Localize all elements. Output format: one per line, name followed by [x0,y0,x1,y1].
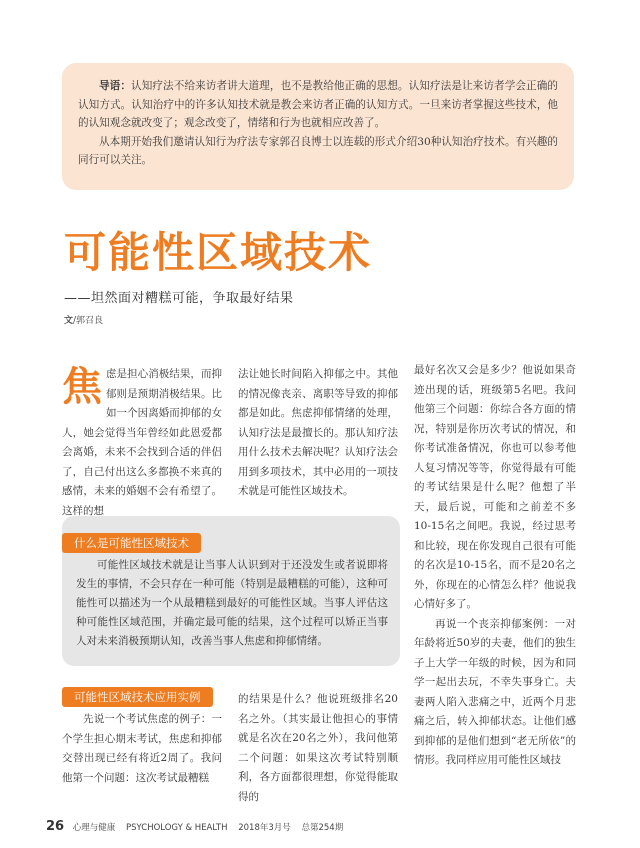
page-number: 26 [46,819,65,834]
intro-label: 导语： [99,80,132,92]
byline [64,313,103,326]
section-heading-example: 可能性区域技术应用实例 [62,687,213,707]
column-2-intro [238,365,398,502]
magazine-name-cn: 心理与健康 [72,823,116,833]
col3-paragraph-1: 最好名次又会是多少？他说如果奇迹出现的话，班级第5名吧。我问他第三个问题：你综合各方面的情况，特别是你历次考试的情况，和你考试准备情况，你也可以参考他人复习情况等等，你觉得最有可能的考试结果是什么呢？他想了半天，最后说，可能和之前差不多10-15名之间吧。我说，经过思考和比较，现在你发现自己很有可能的名次是10-15名，而不是20名之外，你现在的心情怎么样？他说我心情好多了。 [414,364,576,610]
issue-date: 2018年3月号 [238,823,291,833]
column-1-intro [62,365,222,521]
col1-paragraph [62,365,222,521]
intro-box [62,63,574,190]
magazine-name-en: PSYCHOLOGY & HEALTH [126,823,228,833]
column-3 [414,361,576,771]
example-paragraph-2: 的结果是什么？他说班级排名20名之外。（其实最让他担心的事情就是名次在20名之外），我问他第二个问题：如果这次考试特别顺利，各方面都很理想，你觉得能取得的 [238,693,398,803]
byline-label: 文 [64,316,74,326]
col2-paragraph: 法让她长时间陷入抑郁之中。其他的情况像丧亲、离职等导致的抑郁都是如此。焦虑抑郁情绪的处理，认知疗法是最擅长的。那认知疗法用什么技术去解决呢？认知疗法会用到多项技术，其中必用的一项技术就是可能性区域技术。 [238,368,398,497]
definition-text-block [76,556,388,651]
byline-author: /郭召良 [73,316,104,326]
dropcap: 焦 [62,364,102,410]
definition-paragraph: 可能性区域技术就是让当事人认识到对于还没发生或者说即将发生的事情，不会只存在一种可能（特别是最糟糕的可能），这种可能性可以描述为一个从最糟糕到最好的可能性区域。当事人评估这种可能性区域范围，并确定最可能的结果，这个过程可以矫正当事人对未来消极预期认知，改善当事人焦虑和抑郁情绪。 [76,559,388,647]
issue-total: 总第254期 [301,823,344,833]
section-heading-definition: 什么是可能性区域技术 [62,533,201,553]
example-paragraph-1: 先说一个考试焦虑的例子：一个学生担心期末考试，焦虑和抑郁交替出现已经有将近2周了。我问他第一个问题：这次考试最糟糕 [62,713,222,784]
article-title: 可能性区域技术 [64,228,373,277]
column-1-example [62,710,222,788]
article-subtitle: ——坦然面对糟糕可能，争取最好结果 [64,291,294,306]
column-2-example [238,690,398,807]
intro-paragraph-1 [78,77,558,133]
page-footer [46,819,351,834]
intro-paragraph-2: 从本期开始我们邀请认知行为疗法专家郭召良博士以连载的形式介绍30种认知治疗技术。有兴趣的同行可以关注。 [78,135,558,167]
intro-text-1: 认知疗法不给来访者讲大道理，也不是教给他正确的思想。认知疗法是让来访者学会正确的认知方式。认知治疗中的许多认知技术就是教会来访者正确的认知方式。一旦来访者掌握这些技术，他的认知观念就改变了；观念改变了，情绪和行为也就相应改善了。 [78,80,558,130]
col1-text: 虑是担心消极结果，而抑郁则是预期消极结果。比如一个因离婚而抑郁的女人，她会觉得当年曾经如此恩爱都会离婚，未来不会找到合适的伴侣了，自己付出这么多都换不来真的感情，未来的婚姻不会有希望了。这样的想 [62,368,222,517]
col3-paragraph-2: 再说一个丧亲抑郁案例：一对年龄将近50岁的夫妻，他们的独生子上大学一年级的时候，因为和同学一起出去玩，不幸失事身亡。夫妻两人陷入悲痛之中，近两个月悲痛之后，转入抑郁状态。让他们感到抑郁的是他们想到“老无所依”的情形。我同样应用可能性区域技 [414,617,576,766]
